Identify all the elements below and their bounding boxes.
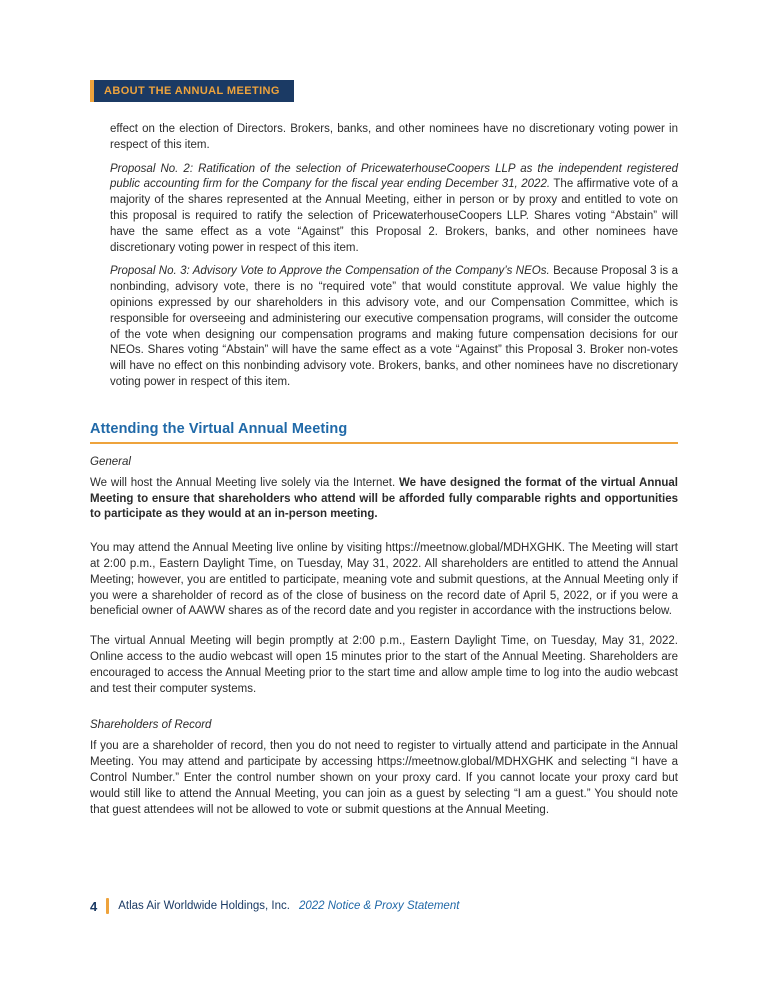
footer-divider [106, 898, 109, 914]
paragraph-attend-online: You may attend the Annual Meeting live online by visiting https://meetnow.global/MDHXGHK. The Meeting will start at 2:00 p.m., Eastern Daylight Time, on Tuesday, May 31, 2022. All shareholders are entitled to attend the Annual Meeting; however, you are entitled to participate, meaning vote and submit questions, at the Annual Meeting only if you were a shareholder of record as of the close of business on the record date of April 5, 2022, or if you were a beneficial owner of AAWW shares as of the record date and you register in accordance with the instructions below. [90, 542, 678, 618]
italic-lead: Proposal No. 2: Ratification of the selection of PricewaterhouseCoopers LLP as the independent registered public accounting firm for the Company for the fiscal year ending December 31, 2022. [110, 162, 678, 191]
footer-company-name: Atlas Air Worldwide Holdings, Inc. [118, 900, 290, 912]
paragraph-text: Because Proposal 3 is a nonbinding, advisory vote, there is no “required vote” that would constitute approval. We value highly the opinions expressed by our shareholders in this advisory vote, and our Compensation Committee, which is responsible for overseeing and administering our executive compensation programs, will consider the outcome of the vote when designing our compensation programs and making future compensation decisions for our NEOs. Shares voting “Abstain” will have the same effect as a vote “Against” this Proposal 3. Broker non-votes will have no effect on this nonbinding advisory vote. Brokers, banks, and other nominees have no discretionary voting power in respect of this item. [110, 265, 678, 388]
footer-document-title: 2022 Notice & Proxy Statement [298, 900, 460, 912]
bold-emphasis: We have designed the format of the virtual Annual Meeting to ensure that shareholders who attend will be afforded fully comparable rights and opportunities to participate as they would at an in-person meeting. [90, 476, 678, 521]
section-badge [90, 80, 294, 102]
section-rule [90, 442, 678, 444]
paragraph-proposal-3 [110, 264, 678, 390]
paragraph-text: We will host the Annual Meeting live solely via the Internet. [90, 476, 400, 489]
section-title: Attending the Virtual Annual Meeting [90, 420, 348, 437]
paragraph-text: effect on the election of Directors. Brokers, banks, and other nominees have no discretionary voting power in respect of this item. [110, 123, 678, 151]
page-footer [90, 898, 459, 914]
paragraph-election-effect [110, 122, 678, 154]
section-badge-label: ABOUT THE ANNUAL MEETING [104, 85, 280, 97]
paragraph-text: The affirmative vote of a majority of the shares represented at the Annual Meeting, either in person or by proxy and entitled to vote on this proposal is required to ratify the selection of PricewaterhouseCoopers LLP. Shares voting “Abstain” will have the same effect as a vote “Against” this Proposal 2. Brokers, banks, and other nominees have discretionary voting power in respect of this item. [110, 178, 679, 254]
page-number: 4 [90, 898, 98, 914]
paragraph-host-format [90, 476, 678, 523]
paragraph-proposal-2 [110, 162, 678, 257]
subheading-general: General [90, 455, 131, 468]
paragraph-record-holders: If you are a shareholder of record, then you do not need to register to virtually attend and participate in the Annual Meeting. You may attend and participate by accessing https://meetnow.global/MDHXGHK and selecting “I have a Control Number.” Enter the control number shown on your proxy card. If you cannot locate your proxy card but would still like to attend the Annual Meeting, you can join as a guest by selecting “I am a guest.” You should note that guest attendees will not be allowed to vote or submit questions at the Annual Meeting. [90, 740, 678, 816]
paragraph-meeting-start: The virtual Annual Meeting will begin promptly at 2:00 p.m., Eastern Daylight Time, on Tuesday, May 31, 2022. Online access to the audio webcast will open 15 minutes prior to the start of the Annual Meeting. Shareholders are encouraged to access the Annual Meeting prior to the start time and allow ample time to log into the audio webcast and test their computer systems. [90, 635, 678, 695]
italic-lead: Proposal No. 3: Advisory Vote to Approve the Compensation of the Company’s NEOs. [110, 265, 550, 278]
subheading-shareholders-of-record: Shareholders of Record [90, 719, 212, 732]
intro-block [110, 122, 678, 391]
